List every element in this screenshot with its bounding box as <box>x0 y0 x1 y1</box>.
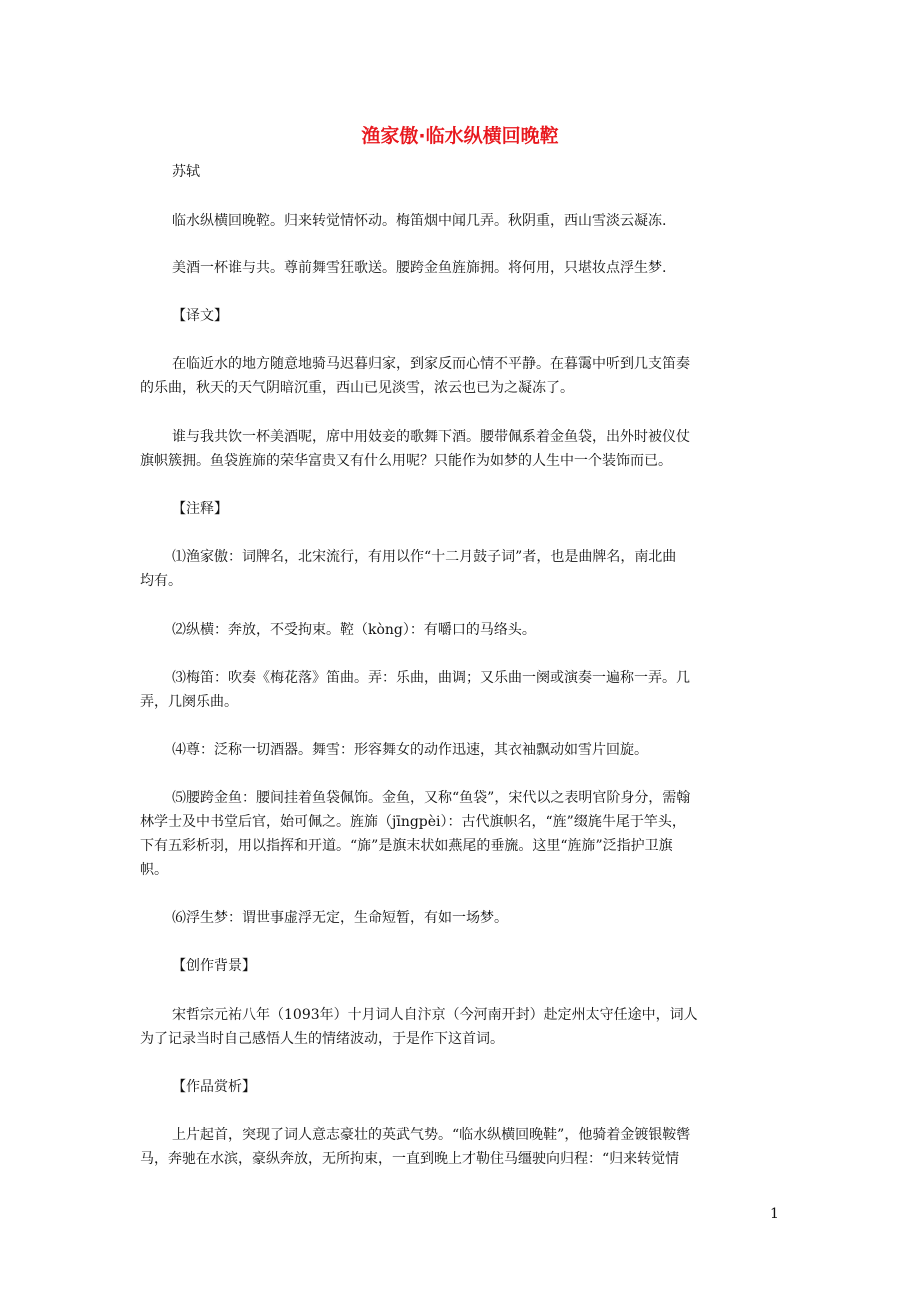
page-number: 1 <box>770 1206 779 1222</box>
note-item: ⑸腰跨金鱼：腰间挂着鱼袋佩饰。金鱼，又称“鱼袋”，宋代以之表明官阶身分，需翰 林学士及中书堂后官，始可佩之。旌旆（jīngpèi）：古代旗帜名，“旌”缀旄牛尾于竿头， 下有五彩析羽，用以指挥和开道。“旆”是旗末状如燕尾的垂旒。这里“旌旆”泛指护卫旗 帜。 <box>140 790 691 878</box>
poem-line-1: 临水纵横回晚鞚。归来转觉情怀动。梅笛烟中闻几弄。秋阴重，西山雪淡云凝冻. <box>172 213 667 229</box>
appreciation-heading: 【作品赏析】 <box>172 1079 256 1095</box>
note-item: ⑹浮生梦：谓世事虚浮无定，生命短暂，有如一场梦。 <box>172 910 508 926</box>
translation-paragraph: 谁与我共饮一杯美酒呢，席中用妓妾的歌舞下酒。腰带佩系着金鱼袋，出外时被仪仗 旗帜簇拥。鱼袋旌旆的荣华富贵又有什么用呢？只能作为如梦的人生中一个装饰而已。 <box>140 429 690 469</box>
note-item: ⑷尊：泛称一切酒器。舞雪：形容舞女的动作迅速，其衣袖飘动如雪片回旋。 <box>172 742 648 758</box>
document-title: 渔家傲·临水纵横回晚鞚 <box>361 125 559 147</box>
poem-line-2: 美酒一杯谁与共。尊前舞雪狂歌送。腰跨金鱼旌旆拥。将何用，只堪妆点浮生梦. <box>172 260 667 276</box>
appreciation-paragraph: 上片起首，突现了词人意志豪壮的英武气势。“临水纵横回晚鞋”，他骑着金镀银鞍辔 马，奔驰在水滨，豪纵奔放，无所拘束，一直到晚上才勒住马缰驶向归程：“归来转觉情 <box>140 1127 691 1167</box>
note-item: ⑴渔家傲：词牌名，北宋流行，有用以作“十二月鼓子词”者，也是曲牌名，南北曲 均有。 <box>140 549 677 589</box>
note-item: ⑶梅笛：吹奏《梅花落》笛曲。弄：乐曲，曲调；又乐曲一阕或演奏一遍称一弄。几 弄，几阕乐曲。 <box>140 670 690 710</box>
background-paragraph: 宋哲宗元祐八年（1093年）十月词人自汴京（今河南开封）赴定州太守任途中，词人 为了记录当时自己感悟人生的情绪波动，于是作下这首词。 <box>140 1007 698 1047</box>
translation-heading: 【译文】 <box>172 308 228 324</box>
background-heading: 【创作背景】 <box>172 958 256 974</box>
author: 苏轼 <box>172 164 200 180</box>
translation-paragraph: 在临近水的地方随意地骑马迟暮归家，到家反而心情不平静。在暮霭中听到几支笛奏 的乐曲，秋天的天气阴暗沉重，西山已见淡雪，浓云也已为之凝冻了。 <box>140 356 690 396</box>
notes-heading: 【注释】 <box>172 501 228 517</box>
note-item: ⑵纵横：奔放，不受拘束。鞚（kòng）：有嚼口的马络头。 <box>172 622 536 638</box>
